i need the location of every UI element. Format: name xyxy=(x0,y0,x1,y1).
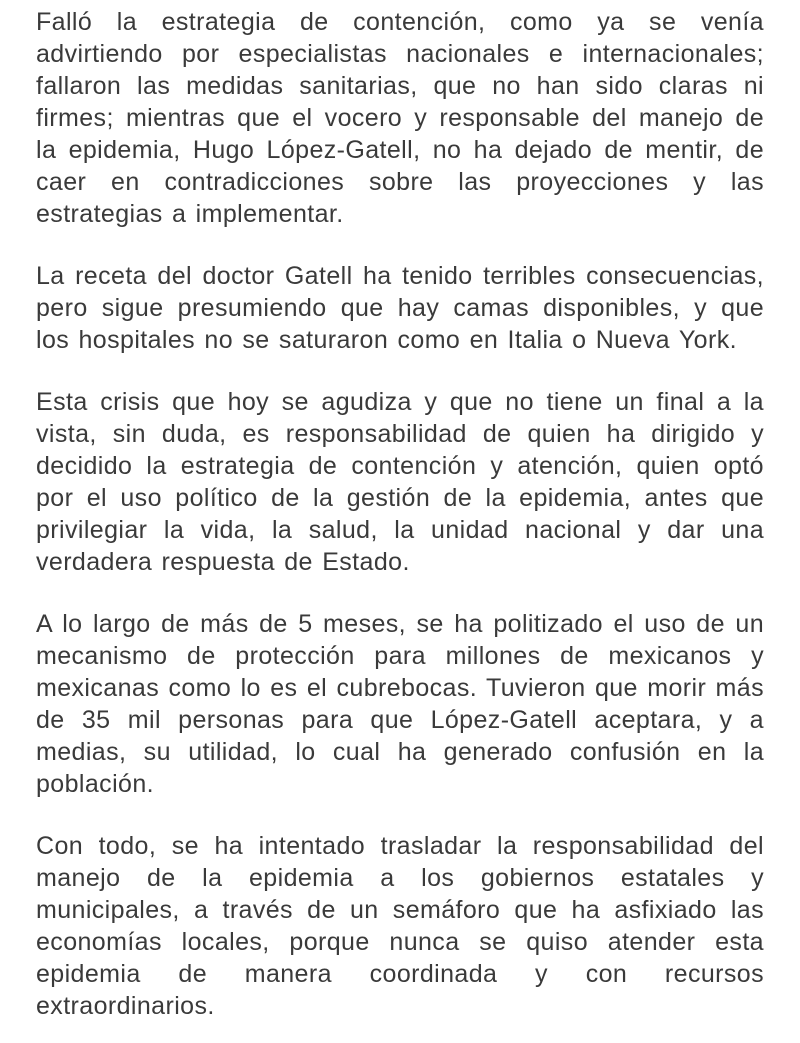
paragraph-4: A lo largo de más de 5 meses, se ha politizado el uso de un mecanismo de protección para millones de mexicanos y mexicanas como lo es el cubrebocas. Tuvieron que morir más de 35 mil personas para que López-Gatell aceptara, y a medias, su utilidad, lo cual ha generado confusión en la población. xyxy=(36,610,764,798)
paragraph-5: Con todo, se ha intentado trasladar la responsabilidad del manejo de la epidemia a los gobiernos estatales y municipales, a través de un semáforo que ha asfixiado las economías locales, porque nunca se quiso atender esta epidemia de manera coordinada y con recursos extraordinarios. xyxy=(36,832,764,1020)
document-text-block xyxy=(36,6,764,1022)
paragraph-3: Esta crisis que hoy se agudiza y que no tiene un final a la vista, sin duda, es responsabilidad de quien ha dirigido y decidido la estrategia de contención y atención, quien optó por el uso político de la gestión de la epidemia, antes que privilegiar la vida, la salud, la unidad nacional y dar una verdadera respuesta de Estado. xyxy=(36,388,764,576)
paragraph-1: Falló la estrategia de contención, como ya se venía advirtiendo por especialistas nacionales e internacionales; fallaron las medidas sanitarias, que no han sido claras ni firmes; mientras que el vocero y responsable del manejo de la epidemia, Hugo López-Gatell, no ha dejado de mentir, de caer en contradicciones sobre las proyecciones y las estrategias a implementar. xyxy=(36,8,764,228)
paragraph-2: La receta del doctor Gatell ha tenido terribles consecuencias, pero sigue presumiendo que hay camas disponibles, y que los hospitales no se saturaron como en Italia o Nueva York. xyxy=(36,262,764,354)
